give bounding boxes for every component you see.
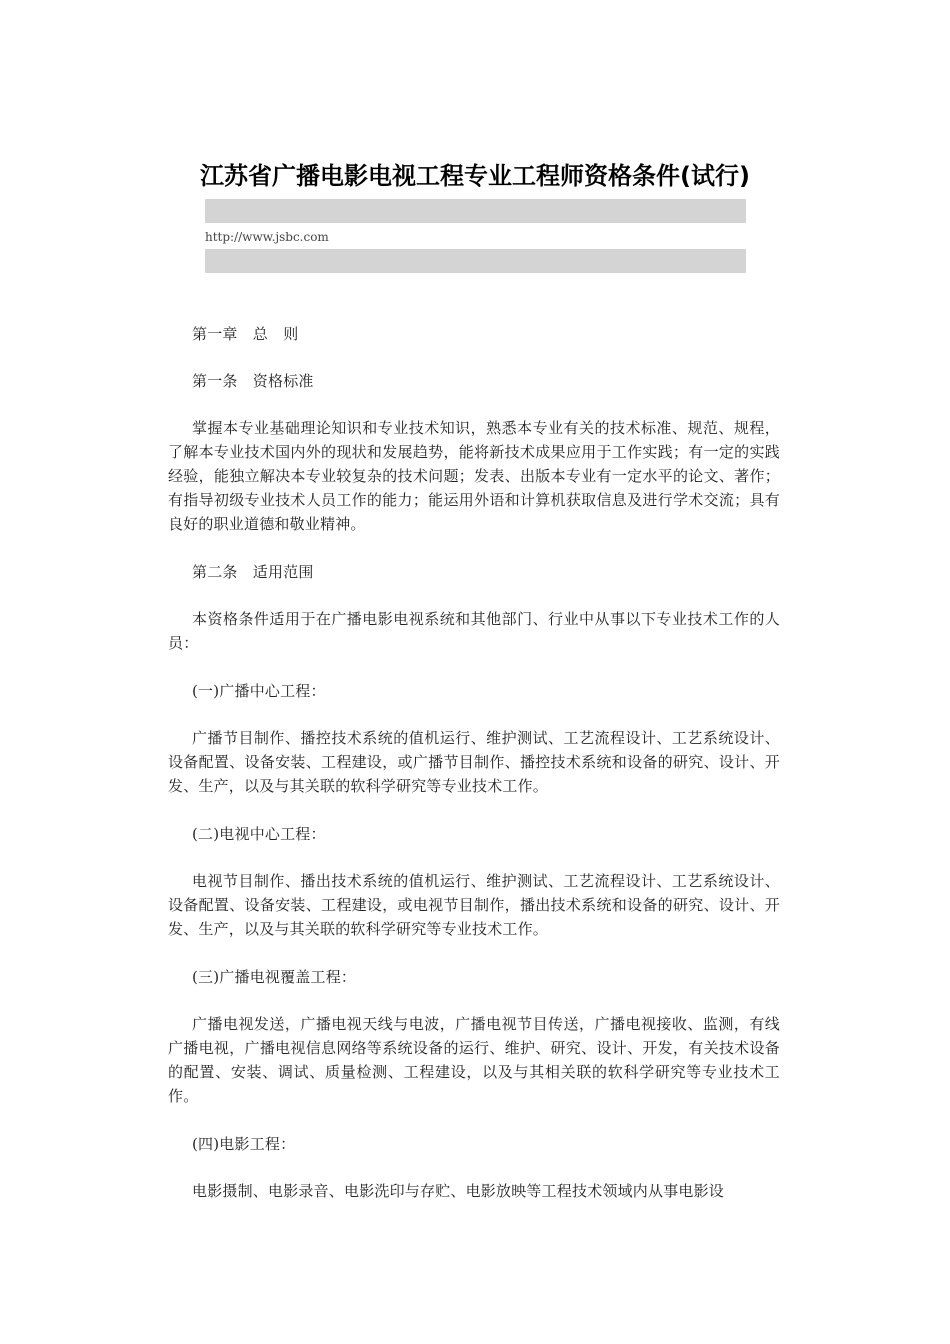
section-heading-radio: (一)广播中心工程： xyxy=(192,682,326,700)
article-heading-1: 第一条 资格标准 xyxy=(192,372,314,390)
footer-divider-bar xyxy=(205,249,746,273)
section-heading-coverage: (三)广播电视覆盖工程： xyxy=(192,968,357,986)
section-heading-tv: (二)电视中心工程： xyxy=(192,825,326,843)
body-paragraph-tv: 电视节目制作、播出技术系统的值机运行、维护测试、工艺流程设计、工艺系统设计、设备配置、设备安装、工程建设，或电视节目制作，播出技术系统和设备的研究、设计、开发、生产，以及与其关联的软科学研究等专业技术工作。 xyxy=(168,872,780,938)
source-url: http://www.jsbc.com xyxy=(205,230,329,244)
document-body xyxy=(168,322,780,1227)
header-divider-bar xyxy=(205,199,746,223)
article-heading-2: 第二条 适用范围 xyxy=(192,563,314,581)
body-paragraph-scope: 本资格条件适用于在广播电影电视系统和其他部门、行业中从事以下专业技术工作的人员： xyxy=(168,610,780,652)
body-paragraph-radio: 广播节目制作、播控技术系统的值机运行、维护测试、工艺流程设计、工艺系统设计、设备配置、设备安装、工程建设，或广播节目制作、播控技术系统和设备的研究、设计、开发、生产，以及与其关联的软科学研究等专业技术工作。 xyxy=(168,729,780,795)
chapter-heading: 第一章 总 则 xyxy=(192,325,299,343)
body-paragraph-qualification: 掌握本专业基础理论知识和专业技术知识，熟悉本专业有关的技术标准、规范、规程，了解本专业技术国内外的现状和发展趋势，能将新技术成果应用于工作实践；有一定的实践经验，能独立解决本专业较复杂的技术问题；发表、出版本专业有一定水平的论文、著作；有指导初级专业技术人员工作的能力；能运用外语和计算机获取信息及进行学术交流；具有良好的职业道德和敬业精神。 xyxy=(168,419,780,533)
body-paragraph-coverage: 广播电视发送，广播电视天线与电波，广播电视节目传送，广播电视接收、监测，有线广播电视，广播电视信息网络等系统设备的运行、维护、研究、设计、开发，有关技术设备的配置、安装、调试、质量检测、工程建设，以及与其相关联的软科学研究等专业技术工作。 xyxy=(168,1015,780,1105)
section-heading-film: (四)电影工程： xyxy=(192,1135,296,1153)
body-paragraph-film: 电影摄制、电影录音、电影洗印与存贮、电影放映等工程技术领域内从事电影设 xyxy=(192,1182,725,1200)
document-title: 江苏省广播电影电视工程专业工程师资格条件(试行) xyxy=(200,162,750,190)
